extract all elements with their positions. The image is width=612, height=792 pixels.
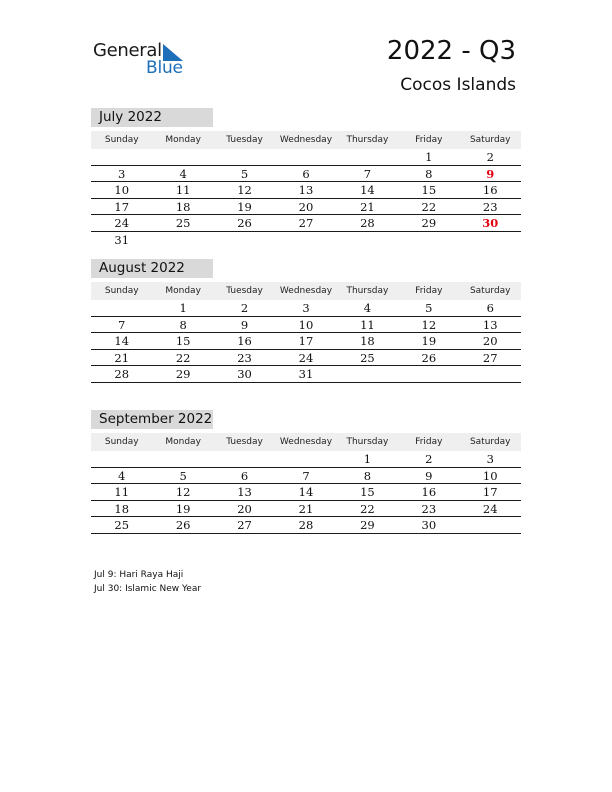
day-cell: 21	[298, 501, 314, 516]
day-cell	[152, 451, 213, 467]
day-cell: 5	[179, 468, 187, 483]
day-cell: 22	[421, 199, 437, 214]
weekday-label: Tuesday	[226, 286, 263, 296]
weekday-label: Thursday	[346, 135, 389, 145]
day-cell: 27	[298, 216, 314, 230]
weekday-label: Sunday	[104, 135, 139, 145]
day-cell: 1	[425, 150, 433, 164]
day-cell	[275, 451, 336, 467]
week-row	[91, 199, 521, 216]
week-row	[91, 232, 521, 249]
day-cell: 11	[114, 485, 130, 499]
day-cell: 31	[298, 367, 314, 381]
day-cell: 8	[425, 166, 433, 181]
week-row	[91, 215, 521, 232]
day-cell: 21	[114, 350, 130, 365]
day-cell: 3	[118, 166, 126, 181]
day-cell: 22	[175, 350, 191, 365]
day-cell: 25	[175, 216, 191, 230]
day-cell	[152, 149, 213, 165]
day-cell: 2	[240, 301, 249, 315]
day-cell: 7	[302, 468, 310, 483]
logo	[93, 40, 193, 80]
day-cell: 19	[421, 334, 437, 348]
day-cell: 5	[425, 301, 433, 315]
weekday-label: Sunday	[104, 437, 139, 447]
weekday-label: Monday	[165, 437, 201, 447]
day-cell: 26	[237, 216, 252, 230]
weekday-label: Thursday	[346, 437, 389, 447]
day-cell: 20	[237, 501, 252, 516]
month-weeks	[91, 149, 521, 248]
week-row	[91, 517, 521, 534]
day-cell: 16	[237, 334, 252, 348]
day-cell: 12	[175, 485, 191, 499]
day-cell: 12	[421, 317, 437, 332]
month-july	[91, 108, 521, 248]
day-cell	[460, 232, 521, 249]
week-row	[91, 451, 521, 468]
day-cell: 2	[425, 452, 433, 466]
day-cell: 10	[482, 468, 498, 483]
day-cell	[152, 232, 213, 249]
weekday-label: Wednesday	[279, 286, 333, 296]
day-cell: 11	[360, 317, 375, 332]
day-cell	[460, 366, 521, 382]
weekday-label: Friday	[415, 135, 443, 145]
day-cell: 9	[240, 317, 249, 332]
page-title: 2022 - Q3	[386, 36, 516, 66]
month-weeks	[91, 300, 521, 383]
day-cell: 22	[360, 501, 375, 516]
day-cell: 6	[240, 468, 249, 483]
month-label: July 2022	[91, 108, 213, 127]
day-cell: 6	[302, 166, 310, 181]
month-september	[91, 410, 521, 534]
day-cell: 15	[421, 183, 437, 197]
week-row	[91, 333, 521, 350]
holiday-note: Jul 30: Islamic New Year	[94, 584, 202, 594]
day-cell	[398, 232, 459, 249]
day-cell: 12	[237, 183, 252, 197]
day-cell	[91, 149, 152, 165]
day-cell	[91, 451, 152, 467]
day-cell: 16	[482, 183, 498, 197]
day-cell	[337, 149, 398, 165]
month-august	[91, 259, 521, 383]
day-cell: 24	[482, 501, 498, 516]
day-cell: 23	[237, 350, 252, 365]
day-cell: 27	[482, 350, 498, 365]
holiday-notes	[94, 568, 201, 596]
day-cell: 28	[114, 367, 130, 381]
holiday-note: Jul 9: Hari Raya Haji	[94, 570, 184, 580]
day-cell: 8	[179, 317, 187, 332]
weekday-label: Sunday	[104, 286, 139, 296]
weekday-label: Tuesday	[226, 437, 263, 447]
day-cell	[91, 300, 152, 316]
weekday-label: Friday	[415, 286, 443, 296]
day-cell: 15	[175, 334, 191, 348]
weekday-label: Wednesday	[279, 437, 333, 447]
weekday-header	[91, 433, 521, 451]
day-cell: 9	[425, 468, 433, 483]
day-cell: 18	[360, 334, 375, 348]
week-row	[91, 149, 521, 166]
weekday-label: Saturday	[469, 135, 511, 145]
day-cell: 5	[240, 166, 249, 181]
day-cell	[398, 366, 459, 382]
day-cell: 14	[114, 334, 130, 348]
weekday-label: Monday	[165, 286, 201, 296]
day-cell: 28	[298, 518, 314, 532]
day-cell: 6	[486, 301, 494, 315]
day-cell: 17	[298, 334, 314, 348]
weekday-header	[91, 282, 521, 300]
logo-blue-text: Blue	[146, 58, 183, 78]
day-cell: 15	[360, 485, 375, 499]
day-cell: 10	[298, 317, 314, 332]
day-cell: 24	[114, 216, 130, 230]
day-cell: 26	[421, 350, 437, 365]
day-cell: 18	[175, 199, 191, 214]
month-label: September 2022	[91, 410, 213, 429]
day-cell: 10	[114, 183, 130, 197]
week-row	[91, 468, 521, 485]
week-row	[91, 317, 521, 334]
weekday-label: Saturday	[469, 286, 511, 296]
month-weeks	[91, 451, 521, 534]
weekday-label: Saturday	[469, 437, 511, 447]
day-cell: 9	[486, 166, 495, 181]
day-cell: 21	[360, 199, 375, 214]
week-row	[91, 350, 521, 367]
weekday-label: Thursday	[346, 286, 389, 296]
day-cell: 19	[175, 501, 191, 516]
day-cell: 3	[302, 301, 310, 315]
day-cell: 14	[298, 485, 314, 499]
day-cell: 1	[363, 452, 372, 466]
day-cell: 29	[421, 216, 437, 230]
week-row	[91, 501, 521, 518]
day-cell: 19	[237, 199, 252, 214]
week-row	[91, 366, 521, 383]
day-cell: 29	[175, 367, 191, 381]
day-cell: 30	[421, 518, 437, 532]
day-cell: 20	[482, 334, 498, 348]
day-cell: 4	[179, 166, 187, 181]
day-cell: 4	[363, 301, 372, 315]
month-label: August 2022	[91, 259, 213, 278]
day-cell: 18	[114, 501, 130, 516]
day-cell: 2	[486, 150, 494, 164]
week-row	[91, 484, 521, 501]
day-cell: 29	[360, 518, 375, 532]
day-cell: 1	[179, 301, 187, 315]
day-cell	[460, 517, 521, 533]
weekday-label: Friday	[415, 437, 443, 447]
day-cell: 30	[482, 216, 499, 230]
day-cell	[337, 366, 398, 382]
day-cell: 25	[360, 350, 375, 365]
day-cell	[337, 232, 398, 249]
day-cell: 4	[118, 468, 126, 483]
logo-general-text: General	[93, 40, 162, 61]
day-cell	[214, 451, 275, 467]
day-cell: 13	[298, 183, 314, 197]
day-cell	[275, 232, 336, 249]
weekday-label: Wednesday	[279, 135, 333, 145]
day-cell: 23	[421, 501, 437, 516]
day-cell: 26	[175, 518, 191, 532]
day-cell: 3	[486, 452, 494, 466]
day-cell	[214, 232, 275, 249]
page-subtitle: Cocos Islands	[400, 75, 516, 95]
day-cell: 16	[421, 485, 437, 499]
day-cell: 20	[298, 199, 314, 214]
day-cell: 24	[298, 350, 314, 365]
day-cell: 30	[237, 367, 252, 381]
day-cell: 31	[114, 232, 130, 247]
week-row	[91, 182, 521, 199]
week-row	[91, 300, 521, 317]
day-cell: 27	[237, 518, 252, 532]
weekday-label: Tuesday	[226, 135, 263, 145]
day-cell: 23	[482, 199, 498, 214]
weekday-header	[91, 131, 521, 149]
day-cell: 13	[482, 317, 498, 332]
day-cell: 25	[114, 518, 130, 532]
week-row	[91, 166, 521, 183]
day-cell: 7	[118, 317, 126, 332]
day-cell: 7	[363, 166, 372, 181]
day-cell: 11	[175, 183, 191, 197]
day-cell: 8	[363, 468, 372, 483]
day-cell: 14	[360, 183, 375, 197]
day-cell	[214, 149, 275, 165]
day-cell: 28	[360, 216, 375, 230]
day-cell: 13	[237, 485, 252, 499]
day-cell: 17	[482, 485, 498, 499]
weekday-label: Monday	[165, 135, 201, 145]
day-cell	[275, 149, 336, 165]
day-cell: 17	[114, 199, 130, 214]
